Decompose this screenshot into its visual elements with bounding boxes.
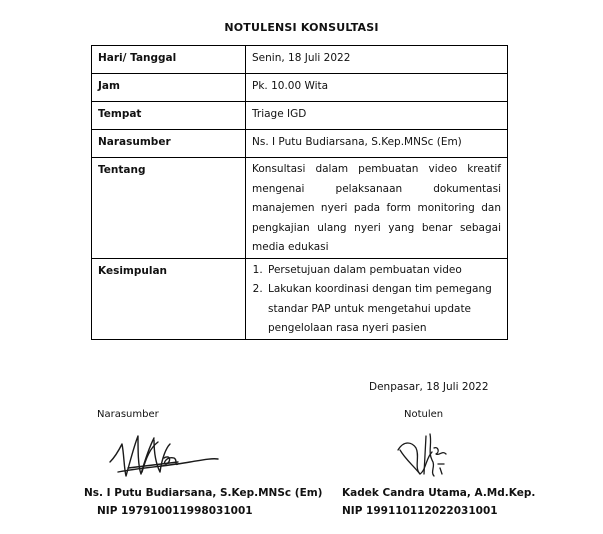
label-hari-tanggal: Hari/ Tanggal <box>92 46 246 74</box>
consultation-table <box>91 45 508 340</box>
row-hari-tanggal <box>92 46 508 74</box>
right-signatory-name: Kadek Candra Utama, A.Md.Kep. <box>342 487 536 499</box>
row-narasumber <box>92 130 508 158</box>
left-signatory-role: Narasumber <box>97 409 159 420</box>
right-signatory-role: Notulen <box>404 409 444 420</box>
kesimpulan-item-1: 1. Persetujuan dalam pembuatan video <box>266 261 501 281</box>
right-signature-image <box>396 430 458 480</box>
kesimpulan-list <box>252 261 501 339</box>
label-narasumber: Narasumber <box>92 130 246 158</box>
value-jam: Pk. 10.00 Wita <box>246 74 508 102</box>
row-jam <box>92 74 508 102</box>
value-tentang-cell <box>246 158 508 259</box>
left-signature-image <box>108 428 220 480</box>
value-tentang: Konsultasi dalam pembuatan video kreatif mengenai pelaksanaan dokumentasi manajemen nyeri pada form monitoring dan pengkajian ulang nyeri yang benar sebagai media edukasi <box>252 163 501 253</box>
left-signatory-nip: NIP 197910011998031001 <box>97 505 253 517</box>
row-tentang <box>92 158 508 259</box>
label-tempat: Tempat <box>92 102 246 130</box>
label-kesimpulan: Kesimpulan <box>92 258 246 339</box>
row-tempat <box>92 102 508 130</box>
value-narasumber: Ns. I Putu Budiarsana, S.Kep.MNSc (Em) <box>246 130 508 158</box>
city-date: Denpasar, 18 Juli 2022 <box>369 381 489 393</box>
row-kesimpulan <box>92 258 508 339</box>
document-title: NOTULENSI KONSULTASI <box>224 21 379 34</box>
label-jam: Jam <box>92 74 246 102</box>
right-signatory-nip: NIP 199110112022031001 <box>342 505 498 517</box>
value-hari-tanggal: Senin, 18 Juli 2022 <box>246 46 508 74</box>
left-signatory-name: Ns. I Putu Budiarsana, S.Kep.MNSc (Em) <box>84 487 323 499</box>
label-tentang: Tentang <box>92 158 246 259</box>
value-kesimpulan-cell <box>246 258 508 339</box>
value-tempat: Triage IGD <box>246 102 508 130</box>
kesimpulan-item-2: 2. Lakukan koordinasi dengan tim pemegang standar PAP untuk mengetahui update pengelolaan rasa nyeri pasien <box>266 280 501 339</box>
